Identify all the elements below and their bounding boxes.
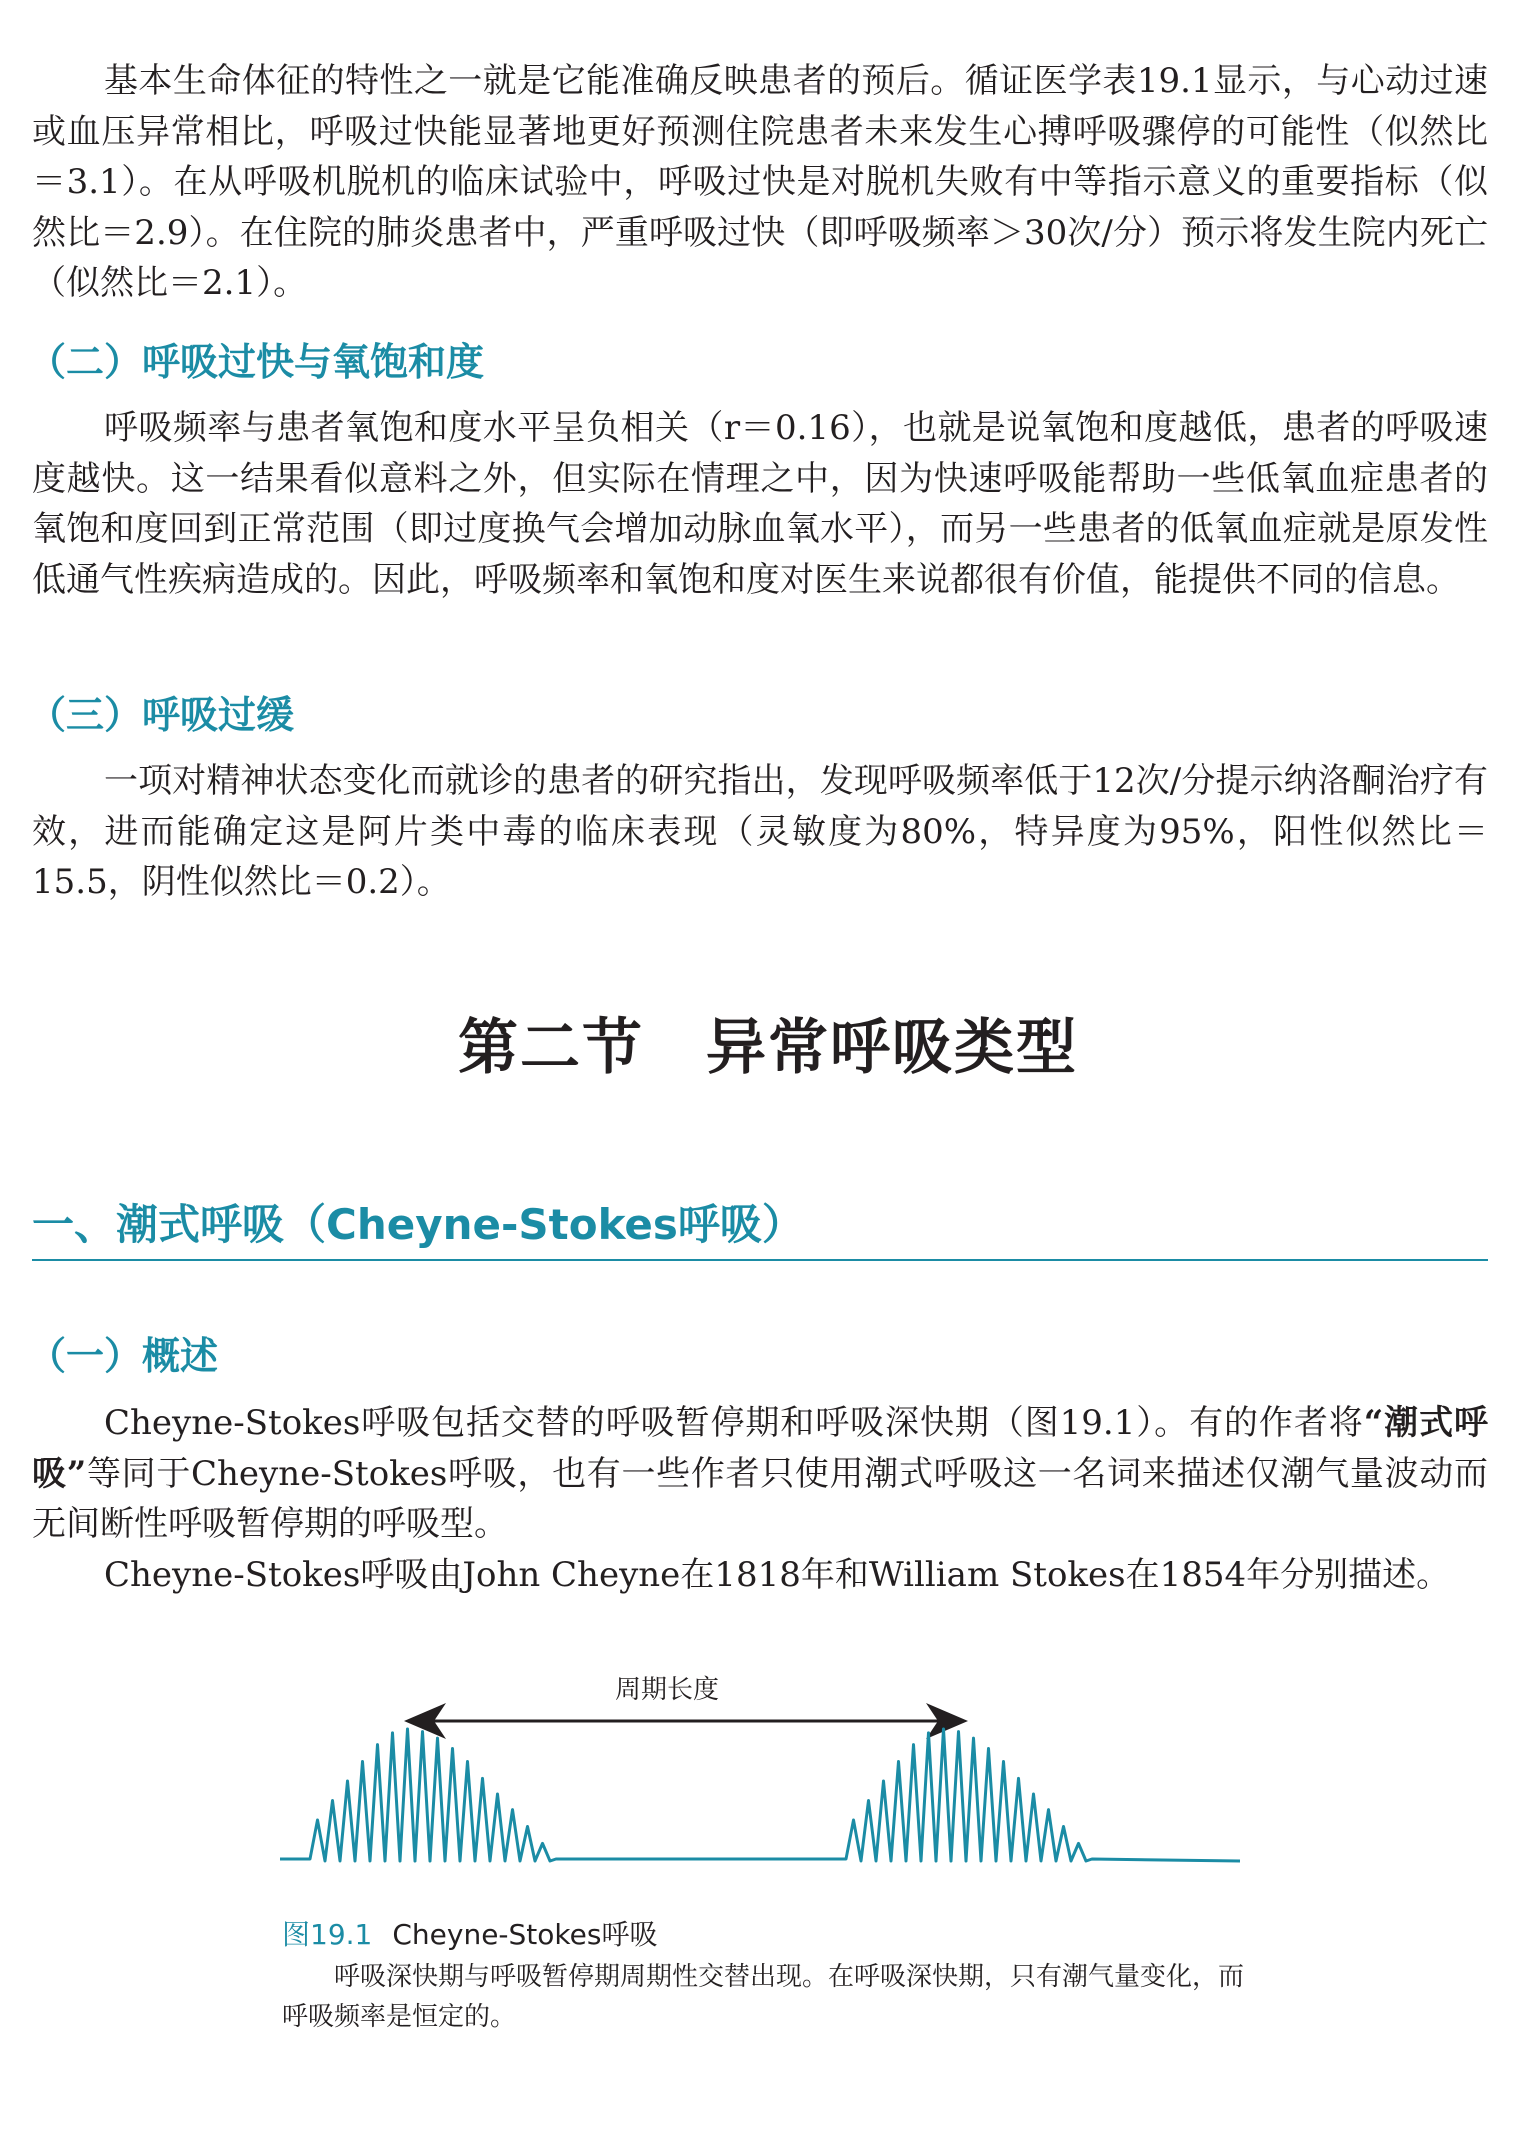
overview-text-1: Cheyne-Stokes呼吸包括交替的呼吸暂停期和呼吸深快期（图19.1）。有的作者将 bbox=[104, 1403, 1364, 1443]
figure-title: Cheyne-Stokes呼吸 bbox=[392, 1918, 658, 1951]
paragraph-history: Cheyne-Stokes呼吸由John Cheyne在1818年和William Stokes在1854年分别描述。 bbox=[104, 1555, 1451, 1595]
figure-number: 图19.1 bbox=[282, 1918, 373, 1951]
cheyne-stokes-figure bbox=[270, 1660, 1250, 1920]
overview-text-2: 等同于Cheyne-Stokes呼吸，也有一些作者只使用潮式呼吸这一名词来描述仅潮气量波动而无间断性呼吸暂停期的呼吸型。 bbox=[32, 1453, 1488, 1544]
subheading-overview: （一）概述 bbox=[28, 1334, 219, 1378]
cycle-length-label: 周期长度 bbox=[614, 1675, 720, 1705]
subheading-bradypnea: （三）呼吸过缓 bbox=[28, 693, 295, 737]
paragraph-oxygen-saturation: 呼吸频率与患者氧饱和度水平呈负相关（r＝0.16），也就是说氧饱和度越低，患者的呼吸速度越快。这一结果看似意料之外，但实际在情理之中，因为快速呼吸能帮助一些低氧血症患者的氧饱和度回到正常范围（即过度换气会增加动脉血氧水平），而另一些患者的低氧血症就是原发性低通气性疾病造成的。因此，呼吸频率和氧饱和度对医生来说都很有价值，能提供不同的信息。 bbox=[32, 408, 1488, 600]
paragraph-bradypnea: 一项对精神状态变化而就诊的患者的研究指出，发现呼吸频率低于12次/分提示纳洛酮治疗有效，进而能确定这是阿片类中毒的临床表现（灵敏度为80%，特异度为95%，阳性似然比＝15.5，阴性似然比＝0.2）。 bbox=[32, 761, 1488, 902]
heading-cheyne-stokes: 一、潮式呼吸（Cheyne-Stokes呼吸） bbox=[32, 1200, 804, 1249]
subheading-tachypnea-oxygen: （二）呼吸过快与氧饱和度 bbox=[28, 340, 485, 384]
paragraph-overview bbox=[32, 1398, 1488, 1550]
section-title: 第二节 异常呼吸类型 bbox=[458, 1013, 1078, 1083]
heading-underline bbox=[32, 1259, 1488, 1261]
paragraph-prognosis: 基本生命体征的特性之一就是它能准确反映患者的预后。循证医学表19.1显示，与心动过速或血压异常相比，呼吸过快能显著地更好预测住院患者未来发生心搏呼吸骤停的可能性（似然比＝3.1）。在从呼吸机脱机的临床试验中，呼吸过快是对脱机失败有中等指示意义的重要指标（似然比＝2.9）。在住院的肺炎患者中，严重呼吸过快（即呼吸频率＞30次/分）预示将发生院内死亡（似然比＝2.1）。 bbox=[32, 61, 1488, 303]
overview-bold-term: “潮式呼吸” bbox=[32, 1403, 1488, 1494]
figure-caption bbox=[282, 1915, 657, 1955]
breathing-waveform bbox=[280, 1729, 1240, 1861]
figure-description: 呼吸深快期与呼吸暂停期周期性交替出现。在呼吸深快期，只有潮气量变化，而呼吸频率是恒定的。 bbox=[282, 1962, 1245, 2032]
